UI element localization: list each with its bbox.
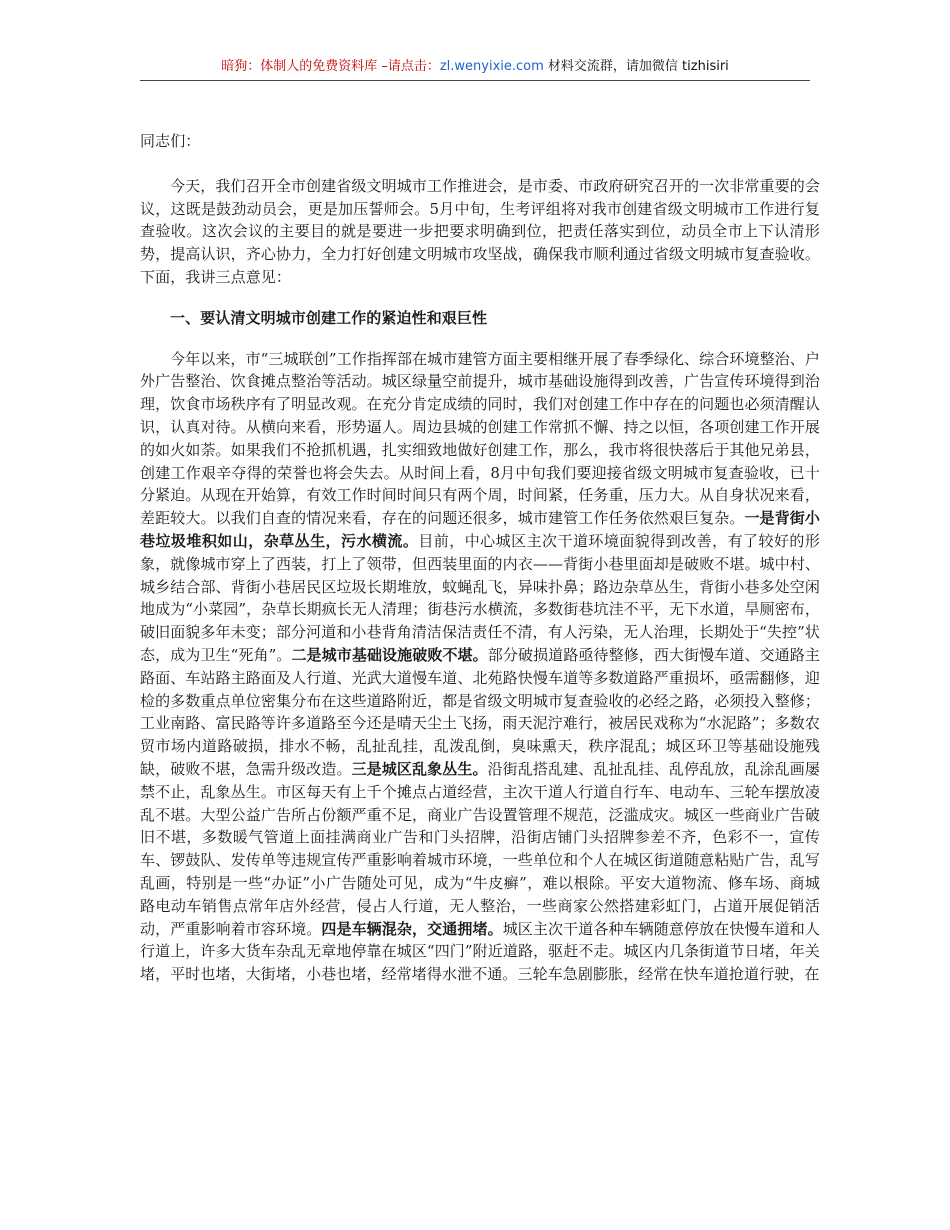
body-text: 目前，中心城区主次干道环境面貌得到改善，有了较好的形象，就像城市穿上了西装，打上了领带，但西装里面的内衣——背街小巷里面却是破败不堪。城中村、城乡结合部、背街小巷居民区垃圾长期堆放，蚊蝇乱飞，异味扑鼻；路边杂草丛生，背街小巷多处空闲地成为“小菜园”，杂草长期疯长无人清理；街巷污水横流，多数街巷坑洼不平，无下水道，旱厕密布，破旧面貌多年未变；部分河道和小巷背角清洁保洁责任不清，有人污染，无人治理，长期处于“失控”状态，成为卫生“死角”。 <box>140 531 820 664</box>
document-body <box>140 130 820 986</box>
salutation: 同志们： <box>140 132 201 150</box>
header-group-text: 材料交流群，请加微信 tizhisiri <box>543 59 729 74</box>
body-text: 今年以来，市“三城联创”工作指挥部在城市建管方面主要相继开展了春季绿化、综合环境整治、户外广告整治、饮食摊点整治等活动。城区绿量空前提升，城市基础设施得到改善，广告宣传环境得到治理，饮食市场秩序有了明显改观。在充分肯定成绩的同时，我们对创建工作中存在的问题也必须清醒认识，认真对待。从横向来看，形势逼人。周边县城的创建工作常抓不懈、持之以恒，各项创建工作开展的如火如荼。如果我们不抢抓机遇，扎实细致地做好创建工作，那么，我市将很快落后于其他兄弟县，创建工作艰辛夺得的荣誉也将会失去。从时间上看，8月中旬我们要迎接省级文明城市复查验收，已十分紧迫。从现在开始算，有效工作时间时间只有两个周，时间紧，任务重，压力大。从自身状况来看，差距较大。以我们自查的情况来看，存在的问题还很多，城市建管工作任务依然艰巨复杂。 <box>140 349 820 528</box>
section-heading: 一、要认清文明城市创建工作的紧迫性和艰巨性 <box>170 308 488 327</box>
body-text: 沿街乱搭乱建、乱扯乱挂、乱停乱放，乱涂乱画屡禁不止，乱象丛生。市区每天有上千个摊点占道经营，主次干道人行道自行车、电动车、三轮车摆放凌乱不堪。大型公益广告所占份额严重不足，商业广告设置管理不规范，泛滥成灾。城区一些商业广告破旧不堪，多数暖气管道上面挂满商业广告和门头招牌，沿街店铺门头招牌参差不齐，色彩不一，宣传车、锣鼓队、发传单等违规宣传严重影响着城市环境，一些单位和个人在城区街道随意粘贴广告，乱写乱画，特别是一些“办证”小广告随处可见，成为“牛皮癣”，难以根除。平安大道物流、修车场、商城路电动车销售点常年店外经营，侵占人行道，无人整治，一些商家公然搭建彩虹门，占道开展促销活动，严重影响着市容环境。 <box>140 759 820 938</box>
header-separator: –请点击： <box>377 59 440 74</box>
header-site-name: 暗狗：体制人的免费资料库 <box>221 59 378 74</box>
header-link[interactable]: zl.wenyixie.com <box>439 59 544 74</box>
page-header <box>140 54 810 81</box>
bold-point-2: 二是城市基础设施破败不堪。 <box>291 645 488 664</box>
bold-point-1: 一是背街小巷垃圾堆积如山，杂草丛生，污水横流。 <box>140 509 820 550</box>
main-paragraph <box>140 348 820 986</box>
body-text: 城区主次干道各种车辆随意停放在快慢车道和人行道上，许多大货车杂乱无章地停靠在城区“四门”附近道路，驱赶不走。城区内几条街道节日堵，年关堵，平时也堵，大街堵，小巷也堵，经常堵得水泄不通。三轮车急剧膨胀，经常在快车道抢道行驶，在 <box>140 919 821 984</box>
bold-point-3: 三是城区乱象丛生。 <box>351 759 488 778</box>
body-text: 部分破损道路亟待整修，西大街慢车道、交通路主路面、车站路主路面及人行道、光武大道慢车道、北苑路快慢车道等多数道路严重损坏，亟需翻修，迎检的多数重点单位密集分布在这些道路附近，都是省级文明城市复查验收的必经之路，必须投入整修；工业南路、富民路等许多道路至今还是晴天尘土飞扬，雨天泥泞难行，被居民戏称为“水泥路”；多数农贸市场内道路破损，排水不畅，乱扯乱挂，乱泼乱倒，臭味熏天，秩序混乱；城区环卫等基础设施残缺，破败不堪，急需升级改造。 <box>140 645 820 778</box>
intro-paragraph: 今天，我们召开全市创建省级文明城市工作推进会，是市委、市政府研究召开的一次非常重要的会议，这既是鼓劲动员会，更是加压誓师会。5月中旬，生考评组将对我市创建省级文明城市工作进行复查验收。这次会议的主要目的就是要进一步把要求明确到位，把责任落实到位，动员全市上下认清形势，提高认识，齐心协力，全力打好创建文明城市攻坚战，确保我市顺利通过省级文明城市复查验收。下面，我讲三点意见： <box>140 176 820 286</box>
bold-point-4: 四是车辆混杂，交通拥堵。 <box>321 919 503 938</box>
